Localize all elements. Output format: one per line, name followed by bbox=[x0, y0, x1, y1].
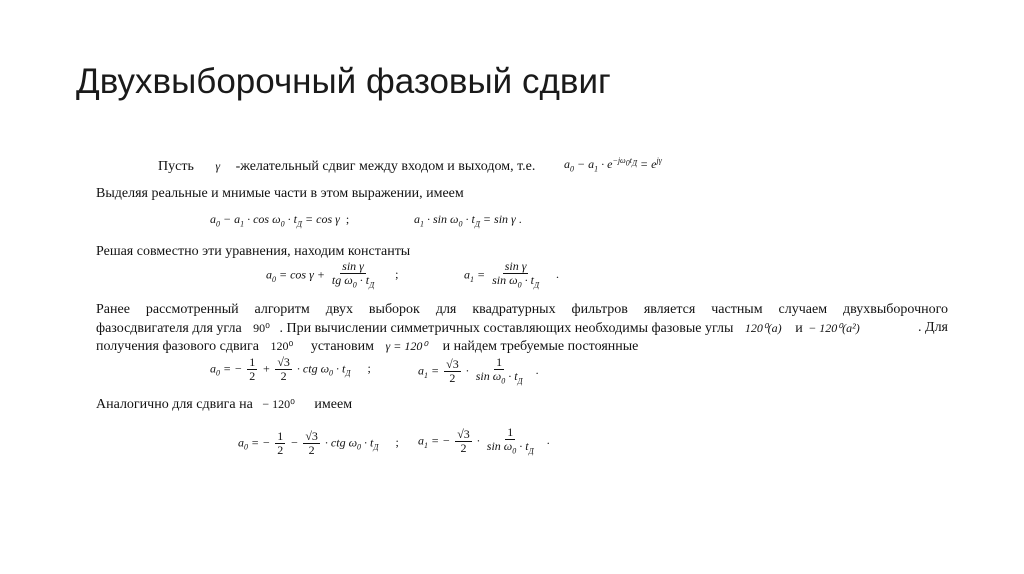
slide-title: Двухвыборочный фазовый сдвиг bbox=[76, 62, 611, 101]
equation-a0-minus120: $a_0$ = − $\frac{1}{2}$ − $\frac{√3}{2}$ · ctg $\omega_0 \cdot t_Д$ ; bbox=[238, 429, 399, 457]
equation-real-part: $a_0 - a_1 \cdot \cos \omega_0 \cdot t_Д = \cos \gamma$ ; bbox=[210, 212, 350, 229]
paragraph-previous-algorithm bbox=[96, 302, 948, 318]
analog-line bbox=[96, 396, 352, 413]
intro-text-desc: -желательный сдвиг между входом и выходом, т.е. bbox=[235, 159, 536, 174]
equation-imag-part: $a_1 \cdot \sin \omega_0 \cdot t_Д = \sin \gamma$ . bbox=[414, 212, 522, 229]
for-text: . Для bbox=[918, 320, 948, 335]
equation-complex: $a_0 - a_1 \cdot e^{-j\omega_0t_Д} = e^{j\gamma}$ bbox=[564, 156, 662, 174]
angle-minus-120-a2: − 120⁰(a²) bbox=[808, 321, 860, 335]
paragraph-line-3 bbox=[96, 338, 638, 355]
gamma-120: γ = 120⁰ bbox=[385, 339, 428, 353]
angle-120: 120⁰ bbox=[270, 339, 294, 353]
symmetric-text: . При вычислении симметричных составляющих необходимы фазовые углы bbox=[279, 321, 734, 336]
paragraph-line-1: Ранее рассмотренный алгоритм двух выборок для квадратурных фильтров является частным случаем двухвыборочного bbox=[96, 302, 948, 317]
have-text: имеем bbox=[314, 397, 353, 412]
angle-text: фазосдвигателя для угла bbox=[96, 321, 242, 336]
equation-a0-general: $a_0 = \cos \gamma$ + $\frac{\text{sin γ}}{tg \omega_0 \cdot t_Д}$ ; bbox=[266, 259, 399, 290]
analog-text: Аналогично для сдвига на bbox=[96, 397, 253, 412]
and-text: и bbox=[795, 321, 803, 336]
angle-minus-120: − 120⁰ bbox=[262, 397, 295, 411]
equation-a0-plus120: $a_0$ = − $\frac{1}{2}$ + $\frac{√3}{2}$ · ctg $\omega_0 \cdot t_Д$ ; bbox=[210, 355, 371, 383]
equation-a1-minus120: $a_1$ = − $\frac{√3}{2}$ · $\frac{1}{\sin \omega_0 \cdot t_Д}$ . bbox=[418, 425, 550, 456]
constants-text: и найдем требуемые постоянные bbox=[442, 339, 639, 354]
paragraph-line-2 bbox=[96, 320, 948, 337]
equation-a1-general: $a_1$ = $\frac{\text{sin γ}}{\sin \omega_0 \cdot t_Д}$ . bbox=[464, 259, 560, 290]
set-text: установим bbox=[310, 339, 374, 354]
angle-90: 90⁰ bbox=[253, 321, 270, 335]
gamma-symbol: γ bbox=[215, 159, 221, 173]
equation-a1-plus120: $a_1$ = $\frac{√3}{2}$ · $\frac{1}{\sin \omega_0 \cdot t_Д}$ . bbox=[418, 355, 539, 386]
shift-text: получения фазового сдвига bbox=[96, 339, 260, 354]
intro-line bbox=[158, 158, 535, 175]
angle-120-a: 120⁰(a) bbox=[744, 321, 782, 335]
solve-text: Решая совместно эти уравнения, находим константы bbox=[96, 244, 411, 259]
intro-text-let: Пусть bbox=[158, 159, 194, 174]
real-imag-text: Выделяя реальные и мнимые части в этом выражении, имеем bbox=[96, 186, 464, 201]
